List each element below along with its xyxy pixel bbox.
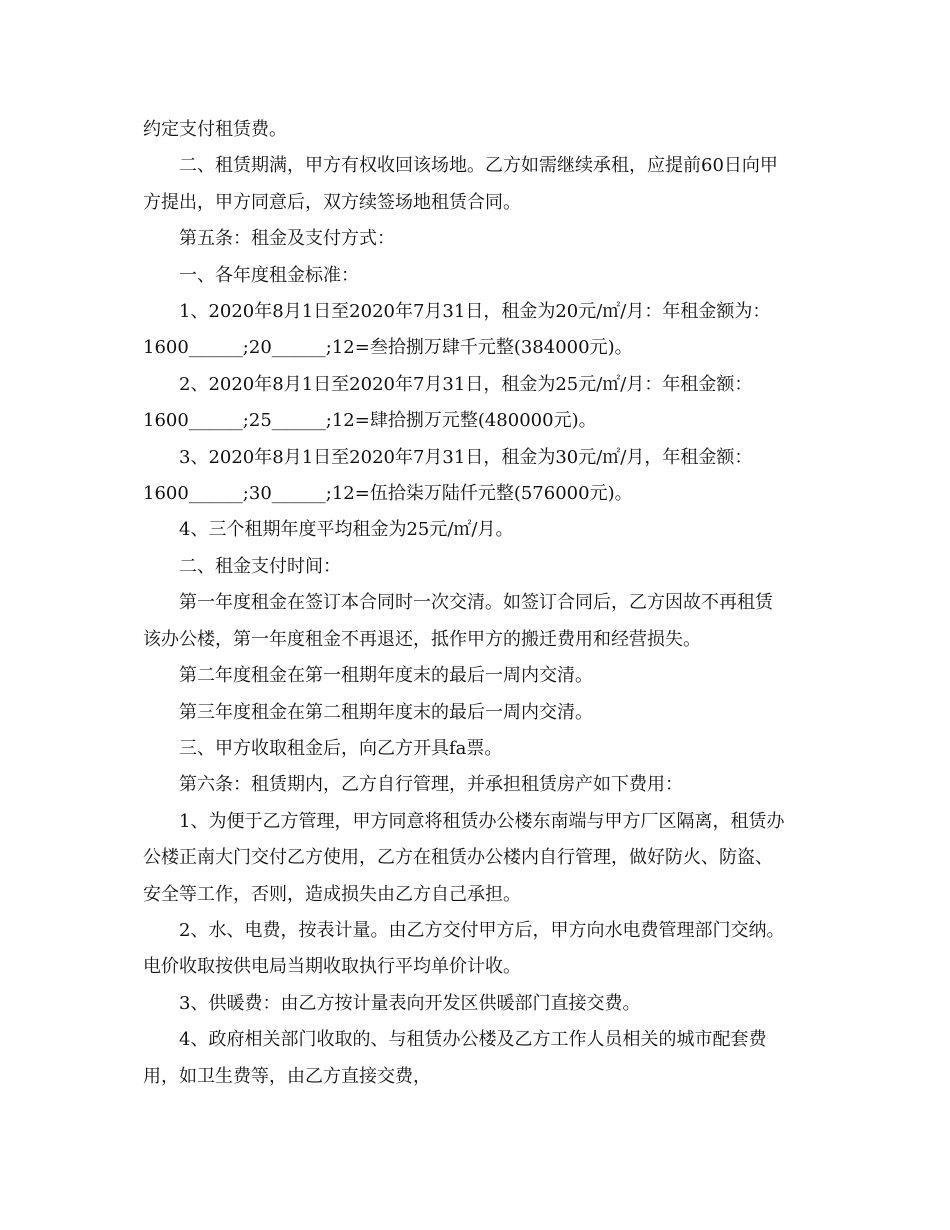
text-line: 1600______;30______;12=伍拾柒万陆仟元整(576000元)。 xyxy=(143,483,633,505)
document-body xyxy=(143,112,807,1095)
section-heading: 第六条：租赁期内，乙方自行管理，并承担租赁房产如下费用： xyxy=(179,774,683,796)
text-line: 1600______;25______;12=肆拾捌万元整(480000元)。 xyxy=(143,410,597,432)
text-line: 2、水、电费，按表计量。由乙方交付甲方后，甲方向水电费管理部门交纳。 xyxy=(179,919,785,941)
text-line: 1、2020年8月1日至2020年7月31日，租金为20元/㎡/月：年租金额为： xyxy=(179,301,771,323)
section-heading: 第五条：租金及支付方式： xyxy=(179,228,395,250)
text-line: 用，如卫生费等，由乙方直接交费， xyxy=(143,1065,431,1087)
text-line: 二、租赁期满，甲方有权收回该场地。乙方如需继续承租，应提前60日向甲 xyxy=(179,155,778,177)
text-line: 约定支付租赁费。 xyxy=(143,119,287,140)
text-line: 第二年度租金在第一租期年度末的最后一周内交清。 xyxy=(179,665,593,687)
text-line: 公楼正南大门交付乙方使用，乙方在租赁办公楼内自行管理，做好防火、防盗、 xyxy=(143,847,773,869)
text-line: 安全等工作，否则，造成损失由乙方自己承担。 xyxy=(143,883,521,905)
text-line: 2、2020年8月1日至2020年7月31日，租金为25元/㎡/月：年租金额： xyxy=(179,373,753,395)
text-line: 该办公楼，第一年度租金不再退还，抵作甲方的搬迁费用和经营损失。 xyxy=(143,628,701,650)
subsection-heading: 一、各年度租金标准： xyxy=(179,264,359,286)
subsection-heading: 二、租金支付时间： xyxy=(179,555,341,577)
text-line: 3、2020年8月1日至2020年7月31日，租金为30元/㎡/月，年租金额： xyxy=(179,446,753,468)
text-line: 4、政府相关部门收取的、与租赁办公楼及乙方工作人员相关的城市配套费 xyxy=(179,1029,767,1051)
text-line: 电价收取按供电局当期收取执行平均单价计收。 xyxy=(143,956,521,978)
text-line: 第一年度租金在签订本合同时一次交清。如签订合同后，乙方因故不再租赁 xyxy=(179,592,773,614)
text-line: 1600______;20______;12=叁拾捌万肆千元整(384000元)。 xyxy=(143,337,633,359)
text-line: 方提出，甲方同意后，双方续签场地租赁合同。 xyxy=(143,191,521,213)
text-line: 4、三个租期年度平均租金为25元/㎡/月。 xyxy=(179,519,514,541)
text-line: 1、为便于乙方管理，甲方同意将租赁办公楼东南端与甲方厂区隔离，租赁办 xyxy=(179,810,785,832)
text-line: 3、供暖费：由乙方按计量表向开发区供暖部门直接交费。 xyxy=(179,992,641,1014)
text-line: 第三年度租金在第二租期年度末的最后一周内交清。 xyxy=(179,701,593,723)
text-line: 三、甲方收取租金后，向乙方开具fa票。 xyxy=(179,737,503,759)
